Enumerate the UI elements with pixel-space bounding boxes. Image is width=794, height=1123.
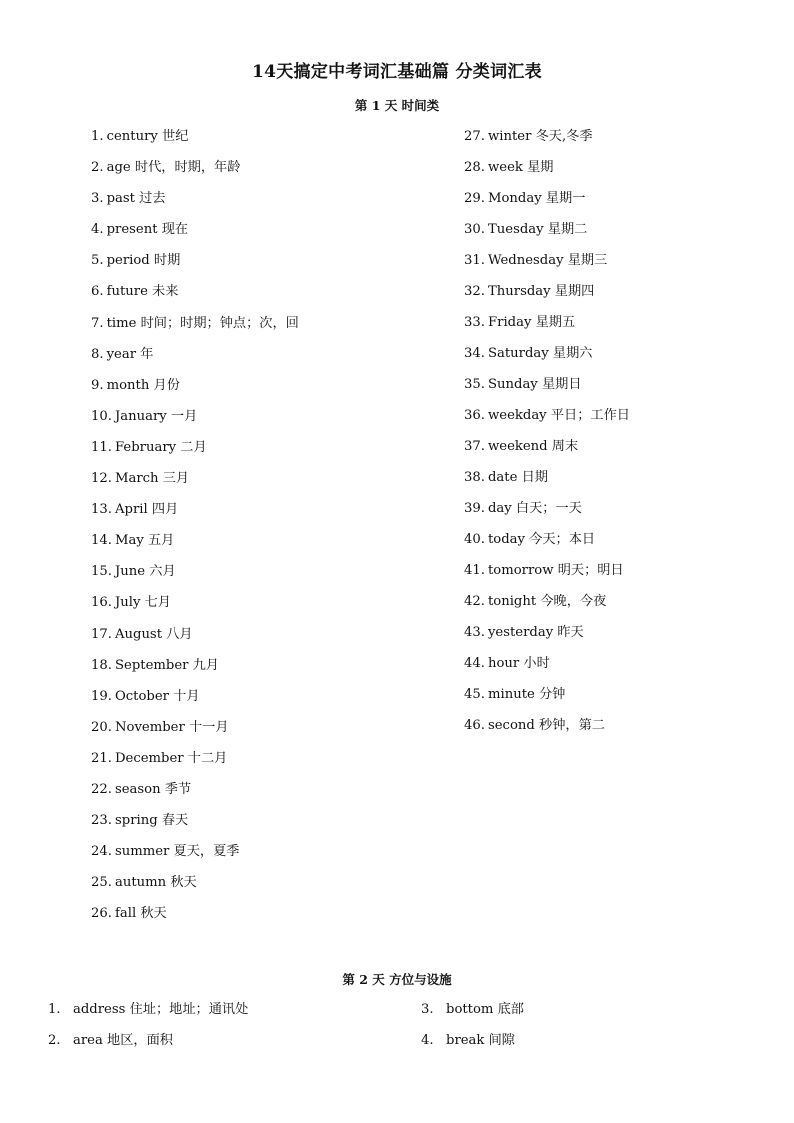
vocab-item [48, 1031, 248, 1062]
vocab-number: 30. [464, 222, 485, 237]
day2-left-column [48, 1000, 248, 1062]
vocab-entry: period 时期 [106, 253, 181, 269]
vocab-number: 7. [91, 315, 104, 331]
vocab-number: 26. [91, 906, 112, 922]
vocab-entry: weekend 周末 [487, 439, 579, 454]
vocab-number: 41. [464, 563, 485, 578]
vocab-entry: August 八月 [114, 626, 193, 642]
vocab-entry: October 十月 [114, 688, 200, 704]
day2-heading: 第 2 天 方位与设施 [342, 972, 452, 987]
vocab-item [464, 685, 630, 716]
vocab-number: 3. [91, 191, 104, 207]
vocab-item [464, 468, 630, 499]
vocab-entry: spring 春天 [114, 813, 189, 829]
vocab-number: 44. [464, 656, 485, 671]
vocab-item [91, 780, 299, 811]
vocab-number: 27. [464, 129, 485, 144]
vocab-item [91, 407, 299, 438]
vocab-number: 10. [91, 408, 112, 424]
vocab-number: 1. [48, 1002, 61, 1017]
vocab-entry: Friday 星期五 [487, 315, 576, 330]
vocab-number: 11. [91, 439, 112, 455]
vocab-item [91, 749, 299, 780]
vocab-item [464, 499, 630, 530]
vocab-item [91, 220, 299, 251]
vocab-entry: age 时代，时期，年龄 [106, 160, 241, 176]
vocab-number: 33. [464, 315, 485, 330]
vocab-item [464, 344, 630, 375]
vocab-item [464, 437, 630, 468]
vocab-item [91, 718, 299, 749]
vocab-entry: date 日期 [487, 470, 548, 485]
vocab-entry: March 三月 [114, 471, 190, 487]
vocab-item [91, 656, 299, 687]
vocab-entry: November 十一月 [114, 719, 229, 735]
vocab-number: 20. [91, 719, 112, 735]
day1-heading: 第 1 天 时间类 [354, 98, 440, 113]
vocab-entry: bottom 底部 [446, 1002, 524, 1017]
vocab-number: 36. [464, 408, 485, 423]
vocab-number: 17. [91, 626, 112, 642]
vocab-number: 16. [91, 595, 112, 611]
vocab-item [91, 873, 299, 904]
vocab-entry: February 二月 [114, 439, 207, 455]
vocab-number: 15. [91, 564, 112, 580]
vocab-entry: January 一月 [114, 408, 198, 424]
vocab-number: 35. [464, 377, 485, 392]
vocab-entry: minute 分钟 [487, 687, 566, 702]
vocab-item [91, 376, 299, 407]
vocab-number: 5. [91, 253, 104, 269]
vocab-item [464, 530, 630, 561]
vocab-number: 6. [91, 284, 104, 300]
vocab-item [464, 623, 630, 654]
vocab-number: 18. [91, 657, 112, 673]
vocab-entry: season 季节 [114, 781, 192, 797]
vocab-item [91, 127, 299, 158]
vocab-item [91, 282, 299, 313]
vocab-number: 13. [91, 502, 112, 518]
vocab-number: 2. [48, 1033, 61, 1048]
vocab-number: 23. [91, 813, 112, 829]
vocab-entry: April 四月 [114, 502, 179, 518]
vocab-item [91, 469, 299, 500]
vocab-number: 32. [464, 284, 485, 299]
vocab-entry: week 星期 [487, 160, 554, 175]
vocab-item [91, 531, 299, 562]
vocab-item [464, 654, 630, 685]
vocab-item [91, 625, 299, 656]
vocab-item [464, 561, 630, 592]
vocab-entry: weekday 平日；工作日 [487, 408, 630, 423]
vocab-item [464, 251, 630, 282]
vocab-number: 4. [421, 1033, 434, 1048]
vocab-number: 25. [91, 875, 112, 891]
vocab-item [464, 716, 630, 747]
vocab-number: 21. [91, 750, 112, 766]
vocab-item [464, 158, 630, 189]
vocab-number: 42. [464, 594, 485, 609]
vocab-number: 39. [464, 501, 485, 516]
vocab-item [91, 811, 299, 842]
vocab-item [464, 375, 630, 406]
vocab-entry: December 十二月 [114, 750, 228, 766]
vocab-item [464, 282, 630, 313]
vocab-item [464, 313, 630, 344]
vocab-entry: second 秒钟，第二 [487, 718, 605, 733]
vocab-item [91, 189, 299, 220]
vocab-item [91, 904, 299, 935]
vocab-number: 38. [464, 470, 485, 485]
vocab-number: 4. [91, 222, 104, 238]
vocab-entry: Thursday 星期四 [487, 284, 595, 299]
vocab-item [464, 189, 630, 220]
vocab-number: 22. [91, 781, 112, 797]
vocab-item [91, 158, 299, 189]
vocab-item [91, 687, 299, 718]
vocab-item [91, 562, 299, 593]
vocab-entry: month 月份 [106, 377, 180, 393]
vocab-entry: June 六月 [114, 564, 176, 580]
vocab-entry: winter 冬天,冬季 [487, 129, 593, 144]
vocab-entry: fall 秋天 [114, 906, 167, 922]
vocab-entry: September 九月 [114, 657, 219, 673]
vocab-number: 28. [464, 160, 485, 175]
vocab-entry: hour 小时 [487, 656, 550, 671]
vocab-number: 29. [464, 191, 485, 206]
vocab-entry: century 世纪 [106, 129, 189, 144]
vocab-item [91, 251, 299, 282]
vocab-entry: future 未来 [106, 284, 179, 300]
vocab-entry: Tuesday 星期二 [487, 222, 588, 237]
day1-right-column [464, 127, 630, 747]
vocab-entry: Sunday 星期日 [487, 377, 582, 392]
vocab-entry: time 时间；时期；钟点；次，回 [106, 315, 299, 331]
vocab-entry: yesterday 昨天 [487, 625, 584, 640]
vocab-entry: year 年 [106, 346, 154, 362]
vocab-entry: tonight 今晚，今夜 [487, 594, 607, 609]
vocab-entry: Wednesday 星期三 [487, 253, 608, 268]
vocab-entry: break 间隙 [446, 1033, 515, 1048]
vocab-number: 34. [464, 346, 485, 361]
vocab-entry: today 今天；本日 [487, 532, 596, 547]
vocab-entry: July 七月 [114, 595, 171, 611]
vocab-number: 19. [91, 688, 112, 704]
vocab-number: 43. [464, 625, 485, 640]
vocab-entry: area 地区，面积 [73, 1033, 173, 1048]
vocab-number: 14. [91, 533, 112, 549]
vocab-item [91, 842, 299, 873]
vocab-entry: autumn 秋天 [114, 875, 197, 891]
vocab-number: 2. [91, 160, 104, 176]
vocab-entry: past 过去 [106, 191, 166, 207]
page-title: 14天搞定中考词汇基础篇 分类词汇表 [252, 62, 542, 82]
vocab-number: 12. [91, 471, 112, 487]
vocab-number: 45. [464, 687, 485, 702]
vocab-number: 37. [464, 439, 485, 454]
vocab-item [91, 345, 299, 376]
vocab-entry: Saturday 星期六 [487, 346, 593, 361]
vocab-number: 31. [464, 253, 485, 268]
vocab-number: 1. [91, 129, 104, 144]
vocab-item [91, 314, 299, 345]
vocab-item [421, 1031, 524, 1062]
vocab-entry: Monday 星期一 [487, 191, 586, 206]
vocab-item [91, 438, 299, 469]
vocab-entry: May 五月 [114, 533, 175, 549]
vocab-entry: day 白天；一天 [487, 501, 582, 516]
day1-left-column [91, 127, 299, 935]
vocab-item [91, 500, 299, 531]
vocab-item [464, 127, 630, 158]
vocab-number: 3. [421, 1002, 434, 1017]
vocab-entry: summer 夏天，夏季 [114, 844, 240, 860]
vocab-item [464, 592, 630, 623]
vocab-entry: tomorrow 明天；明日 [487, 563, 624, 578]
vocab-number: 8. [91, 346, 104, 362]
vocab-item [421, 1000, 524, 1031]
day2-right-column [421, 1000, 524, 1062]
vocab-item [464, 220, 630, 251]
vocab-number: 24. [91, 844, 112, 860]
vocab-item [464, 406, 630, 437]
vocab-item [48, 1000, 248, 1031]
vocab-number: 46. [464, 718, 485, 733]
vocab-number: 9. [91, 377, 104, 393]
vocab-number: 40. [464, 532, 485, 547]
vocab-item [91, 593, 299, 624]
vocab-entry: address 住址；地址；通讯处 [73, 1002, 249, 1017]
vocab-entry: present 现在 [106, 222, 189, 238]
